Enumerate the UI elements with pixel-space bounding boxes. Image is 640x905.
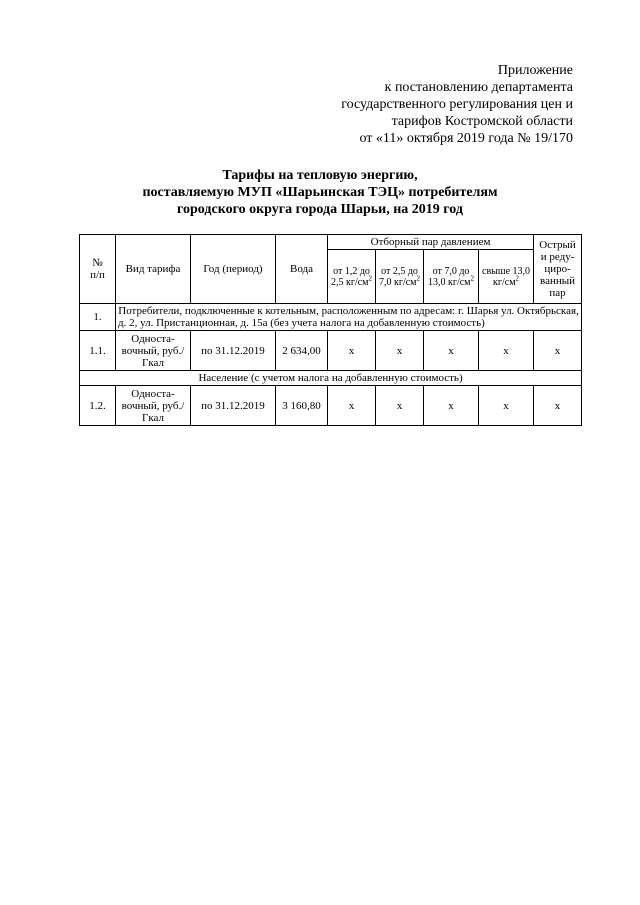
header-steam-3: от 7,0 до 13,0 $кг/см^2$ [424,250,479,304]
header-row [80,235,582,250]
tariff-table [79,234,582,426]
row-num: 1.2. [80,386,116,426]
row-sharp: х [534,331,582,371]
row-steam-3: х [424,386,479,426]
row-steam-1: х [328,331,376,371]
header-tariff-type: Вид тарифа [116,235,191,304]
table-row [80,386,582,426]
appendix-line: государственного регулирования цен и [341,97,573,112]
header-num-line1: № [92,257,103,269]
row-water: 3 160,80 [276,386,328,426]
row-steam-3: х [424,331,479,371]
header-period: Год (период) [191,235,276,304]
header-steam-1: от 1,2 до 2,5 $кг/см^2$ [328,250,376,304]
header-sharp-steam: Острый и реду-циро-ванный пар [534,235,582,304]
appendix-block [341,62,573,147]
row-period: по 31.12.2019 [191,331,276,371]
header-num-line2: п/п [90,269,105,281]
title-line: городского округа города Шарьи, на 2019 год [177,202,463,217]
row-tariff-type: Односта-вочный, руб./Гкал [116,386,191,426]
document-title [0,167,640,218]
table-row [80,331,582,371]
appendix-line: от «11» октября 2019 года № 19/170 [359,131,573,146]
header-steam-2: от 2,5 до 7,0 $кг/см^2$ [376,250,424,304]
row-period: по 31.12.2019 [191,386,276,426]
section-description: Население (с учетом налога на добавленную стоимость) [80,371,582,386]
header-steam-4: свыше 13,0 $кг/см^2$ [479,250,534,304]
header-water: Вода [276,235,328,304]
row-tariff-type: Односта-вочный, руб./Гкал [116,331,191,371]
section-row [80,371,582,386]
header-num [80,235,116,304]
row-num: 1.1. [80,331,116,371]
appendix-line: тарифов Костромской области [391,114,573,129]
row-steam-1: х [328,386,376,426]
section-num: 1. [80,304,116,331]
appendix-line: к постановлению департамента [384,80,573,95]
appendix-line: Приложение [497,63,573,78]
row-steam-2: х [376,331,424,371]
row-steam-4: х [479,386,534,426]
title-line: Тарифы на тепловую энергию, [222,168,418,183]
section-row [80,304,582,331]
header-steam-group: Отборный пар давлением [328,235,534,250]
row-steam-2: х [376,386,424,426]
section-description: Потребители, подключенные к котельным, расположенным по адресам: г. Шарья ул. Октябрьская, д. 2, ул. Пристанционная, д. 15а (без учета налога на добавленную стоимость) [116,304,582,331]
row-sharp: х [534,386,582,426]
row-water: 2 634,00 [276,331,328,371]
title-line: поставляемую МУП «Шарьинская ТЭЦ» потребителям [142,185,498,200]
row-steam-4: х [479,331,534,371]
